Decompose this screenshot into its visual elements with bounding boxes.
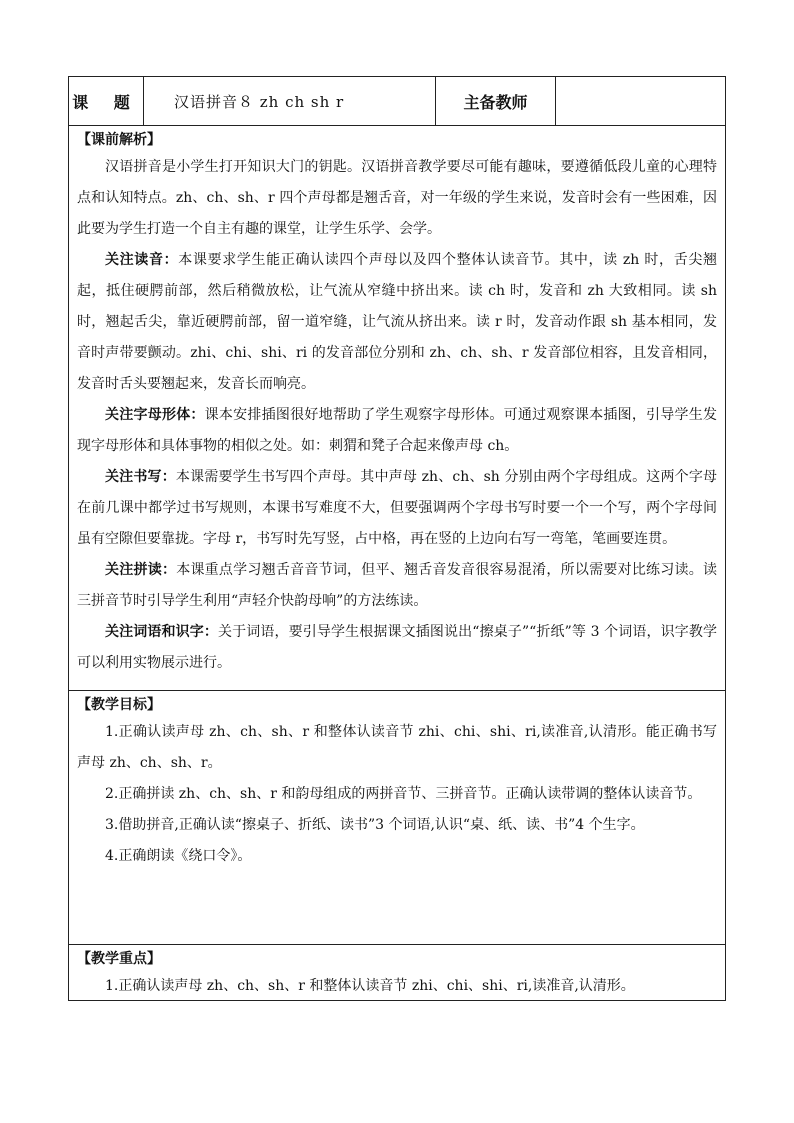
- teacher-label: 主备教师: [436, 77, 556, 125]
- topic-value: 汉语拼音８ zh ch sh r: [144, 77, 436, 125]
- analysis-paragraph: 关注书写：本课需要学生书写四个声母。其中声母 zh、ch、sh 分别由两个字母组成。这两个字母在前几课中都学过书写规则，本课书写难度不大，但要强调两个字母书写时要一个一个写，两个字母间虽有空隙但要靠拢。字母 r，书写时先写竖，占中格，再在竖的上边向右写一弯笔，笔画要连贯。: [77, 469, 718, 547]
- analysis-paragraph: 关注词语和识字：关于词语，要引导学生根据课文插图说出“擦桌子”“折纸”等 3 个词语，识字教学可以利用实物展示进行。: [77, 624, 718, 671]
- lesson-plan-table: [68, 76, 726, 1001]
- key-points-title: 【教学重点】: [77, 951, 161, 967]
- analysis-paragraph: 关注字母形体：课本安排插图很好地帮助了学生观察字母形体。可通过观察课本插图，引导学生发现字母形体和具体事物的相似之处。如：刺猬和凳子合起来像声母 ch。: [77, 407, 718, 454]
- goal-item: 1.正确认读声母 zh、ch、sh、r 和整体认读音节 zhi、chi、shi、ri,读准音,认清形。能正确书写声母 zh、ch、sh、r。: [77, 724, 717, 771]
- analysis-title: 【课前解析】: [77, 132, 161, 148]
- analysis-paragraph: 关注读音：本课要求学生能正确认读四个声母以及四个整体认读音节。其中，读 zh 时，舌尖翘起，抵住硬腭前部，然后稍微放松，让气流从窄缝中挤出来。读 ch 时，发音和 zh 大致相同。读 sh 时，翘起舌尖，靠近硬腭前部，留一道窄缝，让气流从挤出来。读 r 时，发音动作跟 sh 基本相同，发音时声带要颤动。zhi、chi、shi、ri 的发音部位分别和 zh、ch、sh、r 发音部位相容，且发音相同，发音时舌头要翘起来，发音长而响亮。: [77, 252, 718, 392]
- goals-section: [69, 691, 725, 945]
- goals-title: 【教学目标】: [77, 697, 161, 713]
- topic-label: 课 题: [69, 77, 144, 125]
- goal-item: 3.借助拼音,正确认读“擦桌子、折纸、读书”3 个词语,认识“桌、纸、读、书”4 个生字。: [105, 817, 645, 833]
- teacher-value: [556, 77, 725, 125]
- key-points-section: [69, 945, 725, 1000]
- goal-item: 4.正确朗读《绕口令》。: [105, 848, 252, 864]
- analysis-paragraph: 关注拼读：本课重点学习翘舌音音节词，但平、翘舌音发音很容易混淆，所以需要对比练习读。读三拼音节时引导学生利用“声轻介快韵母响”的方法练读。: [77, 562, 718, 609]
- key-point-item: 1.正确认读声母 zh、ch、sh、r 和整体认读音节 zhi、chi、shi、ri,读准音,认清形。: [105, 978, 635, 994]
- analysis-section: [69, 126, 725, 691]
- goal-item: 2.正确拼读 zh、ch、sh、r 和韵母组成的两拼音节、三拼音节。正确认读带调的整体认读音节。: [105, 786, 702, 802]
- header-row: [69, 77, 725, 126]
- analysis-paragraph: 汉语拼音是小学生打开知识大门的钥匙。汉语拼音教学要尽可能有趣味，要遵循低段儿童的心理特点和认知特点。zh、ch、sh、r 四个声母都是翘舌音，对一年级的学生来说，发音时会有一些困难，因此要为学生打造一个自主有趣的课堂，让学生乐学、会学。: [77, 159, 717, 237]
